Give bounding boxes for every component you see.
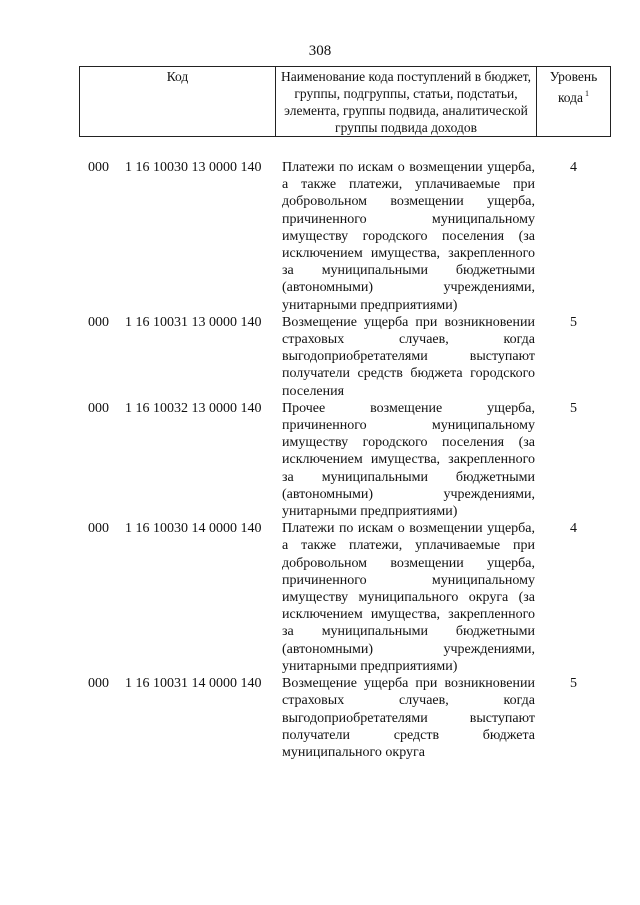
header-code: Код: [80, 67, 276, 136]
page-number: 308: [308, 43, 332, 59]
table-header: [79, 66, 611, 137]
header-level-text: Уровень кода: [549, 69, 598, 105]
row-code: 1 16 10031 14 0000 140: [125, 676, 262, 692]
row-code: 1 16 10032 13 0000 140: [125, 400, 262, 416]
row-code: 1 16 10030 13 0000 140: [125, 160, 262, 175]
row-level: 4: [570, 521, 577, 537]
header-name: Наименование кода поступлений в бюджет, группы, подгруппы, статьи, подстатьи, элемента, группы подвида, аналитической группы подвида доходов: [276, 67, 537, 136]
row-name: Возмещение ущерба при возникновении страховых случаев, когда выгодоприобретателями выступают получатели средств бюджета городского поселения: [282, 314, 535, 399]
row-level: 4: [570, 160, 577, 175]
row-name: Платежи по искам о возмещении ущерба, а также платежи, уплачиваемые при добровольном возмещении ущерба, причиненного муниципальному имуществу муниципального округа (за исключением имущества, закрепленного за муниципальными бюджетными (автономными) учреждениями, унитарными предприятиями): [282, 521, 535, 674]
row-name: Прочее возмещение ущерба, причиненного муниципальному имуществу городского поселения (за исключением имущества, закрепленного за муниципальными бюджетными (автономными) учреждениями, унитарными предприятиями): [282, 400, 535, 520]
table-row: [88, 314, 598, 400]
header-level-footnote: 1: [585, 89, 590, 98]
header-level: [537, 67, 610, 136]
row-level: 5: [570, 400, 577, 416]
row-code: 1 16 10031 13 0000 140: [125, 314, 262, 330]
row-level: 5: [570, 314, 577, 330]
table-row: [88, 675, 598, 761]
table-row: [88, 520, 598, 675]
row-name: Возмещение ущерба при возникновении страховых случаев, когда выгодоприобретателями выступают получатели средств бюджета муниципального округа: [282, 676, 535, 760]
table-row: [88, 400, 598, 520]
table-body: [88, 159, 598, 761]
row-admin-code: 000: [88, 521, 109, 537]
row-code: 1 16 10030 14 0000 140: [125, 521, 262, 537]
row-admin-code: 000: [88, 314, 109, 330]
row-name: Платежи по искам о возмещении ущерба, а также платежи, уплачиваемые при добровольном возмещении ущерба, причиненного муниципальному имуществу городского поселения (за исключением имущества, закрепленного за муниципальными бюджетными (автономными) учреждениями, унитарными предприятиями): [282, 160, 535, 313]
table-row: [88, 159, 598, 314]
row-admin-code: 000: [88, 676, 109, 692]
row-admin-code: 000: [88, 160, 109, 175]
row-level: 5: [570, 676, 577, 692]
row-admin-code: 000: [88, 400, 109, 416]
